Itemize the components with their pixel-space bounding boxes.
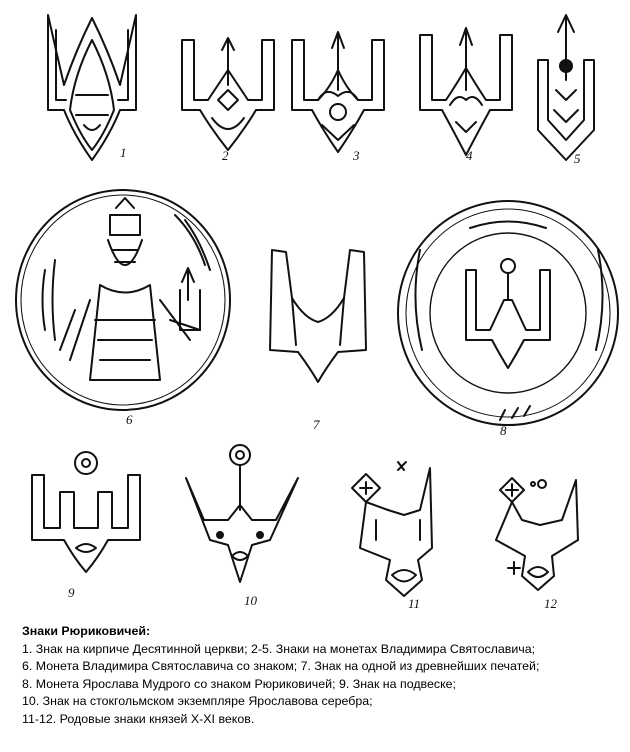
figure-number-4: 4 bbox=[466, 148, 473, 163]
caption-line-5: 11-12. Родовые знаки князей X-XI веков. bbox=[22, 711, 255, 726]
coin-8-yaroslav bbox=[398, 201, 618, 425]
figure-number-11: 11 bbox=[408, 596, 421, 611]
figure-number-6: 6 bbox=[126, 412, 133, 427]
figure-number-9: 9 bbox=[68, 585, 75, 600]
sign-10-silver-coin bbox=[186, 445, 298, 582]
figure-caption bbox=[22, 623, 622, 729]
caption-line-3: 8. Монета Ярослава Мудрого со знаком Рюриковичей; 9. Знак на подвеске; bbox=[22, 676, 456, 691]
sign-2-coin-trident bbox=[182, 38, 274, 150]
sign-5-coin-trident bbox=[538, 15, 594, 160]
figure-number-8: 8 bbox=[500, 423, 507, 438]
figure-number-7: 7 bbox=[313, 417, 320, 432]
caption-line-4: 10. Знак на стокгольмском экземпляре Ярославова серебра; bbox=[22, 694, 373, 709]
figure-number-12: 12 bbox=[544, 596, 557, 611]
sign-3-coin-trident bbox=[292, 32, 384, 152]
caption-line-2: 6. Монета Владимира Святославича со знаком; 7. Знак на одной из древнейших печатей; bbox=[22, 659, 540, 674]
sign-1-brick-trident bbox=[48, 15, 136, 160]
pendant-9-sign bbox=[32, 452, 140, 572]
sign-12-princely-sign bbox=[496, 478, 578, 590]
sign-11-princely-sign bbox=[352, 462, 432, 596]
sign-4-coin-trident bbox=[420, 28, 512, 155]
seal-7-sign bbox=[270, 250, 366, 382]
figure-number-10: 10 bbox=[244, 593, 257, 608]
caption-title: Знаки Рюриковичей: bbox=[22, 624, 151, 638]
coin-6-vladimir bbox=[16, 190, 230, 410]
figure-number-2: 2 bbox=[222, 148, 229, 163]
caption-line-1: 1. Знак на кирпиче Десятинной церкви; 2-5. Знаки на монетах Владимира Святославича; bbox=[22, 641, 536, 656]
figure-number-1: 1 bbox=[120, 145, 127, 160]
figure-number-3: 3 bbox=[353, 148, 360, 163]
figure-number-5: 5 bbox=[574, 151, 581, 166]
